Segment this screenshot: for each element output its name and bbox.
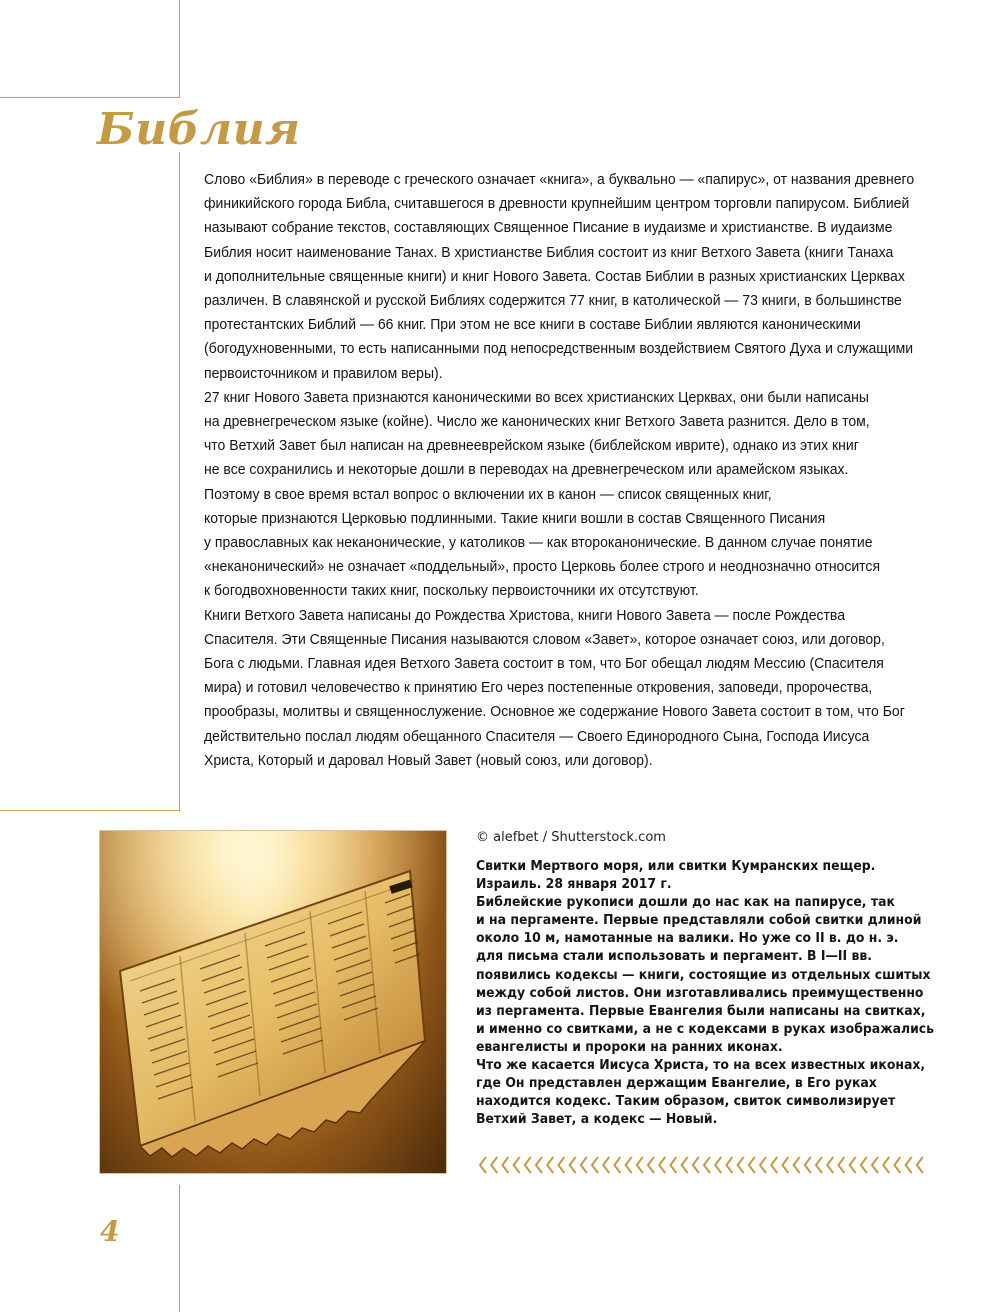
chevron-left-icon	[883, 1157, 889, 1173]
caption-line: и именно со свитками, а не с кодексами в руках изображались	[476, 1021, 935, 1037]
decorative-rule-vertical-bottom	[179, 1185, 180, 1312]
text-line: к богодвохновенности таких книг, поскольку первоисточники их отсутствуют.	[204, 583, 699, 600]
text-line: финикийского города Библа, считавшегося в древности крупнейшим центром торговли папирусом. Библией	[204, 196, 910, 213]
text-line: Спасителя. Эти Священные Писания называются словом «Завет», которое означает союз, или договор,	[204, 631, 885, 648]
chevron-left-icon	[917, 1157, 923, 1173]
caption-line: Библейские рукописи дошли до нас как на папирусе, так	[476, 895, 895, 911]
chevron-left-icon	[502, 1157, 508, 1173]
text-line: 27 книг Нового Завета признаются каноническими во всех христианских Церквах, они были написаны	[204, 389, 869, 406]
caption-line: между собой листов. Они изготавливались преимущественно	[476, 985, 924, 1001]
text-line: прообразы, молитвы и священнослужение. Основное же содержание Нового Завета состоит в том, что Бог	[204, 704, 905, 721]
chevron-left-icon	[771, 1157, 777, 1173]
text-line: Поэтому в свое время встал вопрос о включении их в канон — список священных книг,	[204, 486, 772, 503]
caption-line: из пергамента. Первые Евангелия были написаны на свитках,	[476, 1003, 926, 1019]
chevron-left-icon	[816, 1157, 822, 1173]
chevron-left-icon	[906, 1157, 912, 1173]
caption-line: евангелисты и пророки на ранних иконах.	[476, 1039, 783, 1055]
text-line: «неканонический» не означает «поддельный», просто Церковь более строго и неоднозначно относится	[204, 559, 881, 576]
chevron-left-icon	[827, 1157, 833, 1173]
text-line: которые признаются Церковью подлинными. Такие книги вошли в состав Священного Писания	[204, 510, 826, 527]
dead-sea-scroll-photo	[99, 830, 447, 1174]
body-paragraph-2	[204, 386, 905, 604]
chevron-left-icon	[760, 1157, 766, 1173]
caption-line: около 10 м, намотанные на валики. Но уже со II в. до н. э.	[476, 931, 899, 947]
chevron-left-icon	[805, 1157, 811, 1173]
text-line: Книги Ветхого Завета написаны до Рождества Христова, книги Нового Завета — после Рождества	[204, 607, 845, 624]
text-line: Слово «Библия» в переводе с греческого означает «книга», а буквально — «папирус», от названия древнего	[204, 172, 915, 188]
chevron-left-icon	[861, 1157, 867, 1173]
chevron-left-icon	[794, 1157, 800, 1173]
page-title: Библия	[97, 104, 301, 155]
chevron-left-icon	[838, 1157, 844, 1173]
text-line: первоисточником и правилом веры).	[204, 365, 443, 382]
photo-credit: © alefbet / Shutterstock.com	[476, 830, 666, 845]
body-text	[204, 168, 915, 773]
chevron-left-icon	[581, 1157, 587, 1173]
decorative-rule-vertical-left	[179, 152, 180, 810]
caption-line: для письма стали использовать и пергамент. В I—II вв.	[476, 949, 872, 965]
chevron-left-icon	[726, 1157, 732, 1173]
chevron-left-icon	[614, 1157, 620, 1173]
decorative-rule-horizontal-middle	[0, 810, 180, 811]
chevron-left-icon	[850, 1157, 856, 1173]
caption-line: появились кодексы — книги, состоящие из отдельных сшитых	[476, 967, 931, 983]
caption-line: где Он представлен держащим Евангелие, в Его руках	[476, 1076, 877, 1092]
chevron-left-icon	[480, 1157, 486, 1173]
photo-caption	[476, 858, 935, 1129]
text-line: действительно послал людям обещанного Спасителя — Своего Единородного Сына, Господа Иисуса	[204, 728, 870, 745]
chevron-left-icon	[782, 1157, 788, 1173]
chevron-left-icon	[894, 1157, 900, 1173]
chevron-left-icon	[547, 1157, 553, 1173]
caption-line: находится кодекс. Таким образом, свиток символизирует	[476, 1094, 896, 1110]
chevron-left-icon	[603, 1157, 609, 1173]
text-line: Бога с людьми. Главная идея Ветхого Завета состоит в том, что Бог обещал людям Мессию (Спасителя	[204, 656, 884, 673]
chevron-left-icon	[525, 1157, 531, 1173]
chevron-left-icon	[648, 1157, 654, 1173]
chevron-left-icon	[514, 1157, 520, 1173]
text-line: Христа, Который и даровал Новый Завет (новый союз, или договор).	[204, 752, 653, 769]
text-line: не все сохранились и некоторые дошли в переводах на древнегреческом или арамейском языках.	[204, 462, 849, 479]
caption-line: Что же касается Иисуса Христа, то на всех известных иконах,	[476, 1058, 926, 1074]
chevron-left-icon	[682, 1157, 688, 1173]
chevron-left-icon	[536, 1157, 542, 1173]
chevron-left-icon	[749, 1157, 755, 1173]
chevron-left-icon	[670, 1157, 676, 1173]
chevron-left-icon	[637, 1157, 643, 1173]
text-line: протестантских Библий — 66 книг. При этом не все книги в составе Библии являются каноническими	[204, 317, 861, 334]
chevron-left-icon	[592, 1157, 598, 1173]
chevron-left-icon	[570, 1157, 576, 1173]
text-line: мира) и готовил человечество к принятию Его через постепенные откровения, заповеди, пророчества,	[204, 680, 873, 697]
decorative-rule-vertical-top	[179, 0, 180, 97]
text-line: и дополнительные священные книги) и книг Нового Завета. Состав Библии в разных христианских Церквах	[204, 268, 905, 285]
decorative-rule-horizontal-top	[0, 97, 180, 98]
text-line: у православных как неканонические, у католиков — как второканонические. В данном случае понятие	[204, 535, 873, 552]
text-line: называют собрание текстов, составляющих Священное Писание в иудаизме и христианстве. В иудаизме	[204, 220, 893, 237]
text-line: различен. В славянской и русской Библиях содержится 77 книг, в католической — 73 книги, в большинстве	[204, 293, 902, 310]
caption-line: Свитки Мертвого моря, или свитки Кумранских пещер.	[476, 859, 876, 874]
caption-line: и на пергаменте. Первые представляли собой свитки длиной	[476, 913, 922, 929]
chevron-left-icon	[693, 1157, 699, 1173]
text-line: на древнегреческом языке (койне). Число же канонических книг Ветхого Завета разнится. Дело в том,	[204, 414, 870, 431]
body-paragraph-3	[204, 604, 905, 773]
text-line: (богодухновенными, то есть написанными под непосредственным воздействием Святого Духа и служащими	[204, 341, 914, 358]
scroll-illustration	[100, 831, 446, 1173]
chevron-left-icon	[704, 1157, 710, 1173]
body-paragraph-1	[204, 168, 915, 386]
chevron-ornament-row	[476, 1154, 928, 1176]
caption-line: Ветхий Завет, а кодекс — Новый.	[476, 1112, 718, 1128]
chevron-left-icon	[872, 1157, 878, 1173]
chevron-left-icon	[558, 1157, 564, 1173]
chevron-left-icon	[659, 1157, 665, 1173]
page-number: 4	[100, 1215, 120, 1248]
chevron-left-icon	[626, 1157, 632, 1173]
text-line: что Ветхий Завет был написан на древнееврейском языке (библейском иврите), однако из этих книг	[204, 438, 859, 455]
chevron-left-icon	[491, 1157, 497, 1173]
chevron-left-icon	[715, 1157, 721, 1173]
caption-line: Израиль. 28 января 2017 г.	[476, 877, 672, 893]
chevron-left-icon	[738, 1157, 744, 1173]
text-line: Библия носит наименование Танах. В христианстве Библия состоит из книг Ветхого Завета (книги Танаха	[204, 244, 894, 261]
